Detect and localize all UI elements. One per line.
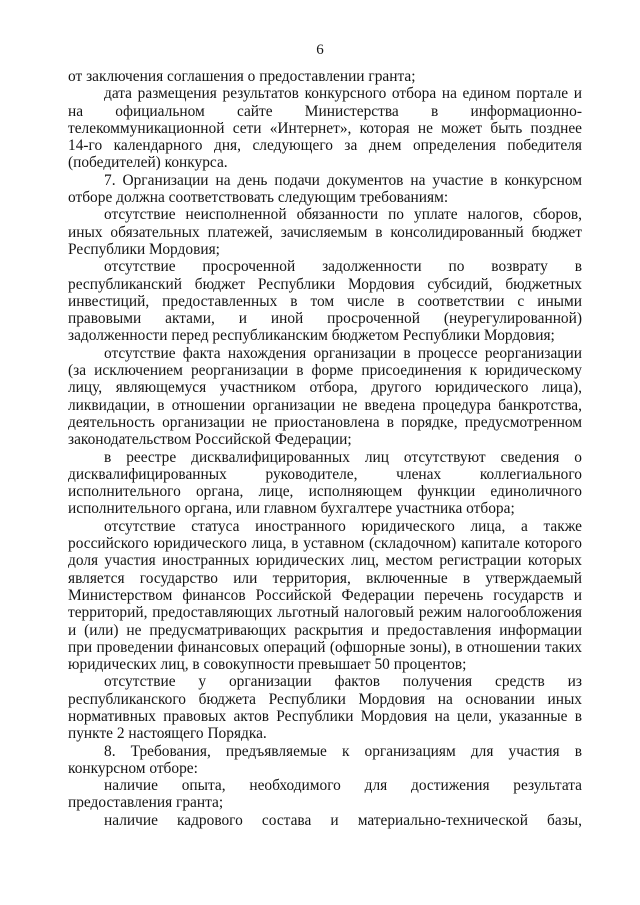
paragraph-experience (68, 777, 582, 812)
text-line: исполнительного органа, или главном бухгалтере участника отбора; (68, 500, 515, 518)
paragraph-disqualified-registry (68, 449, 582, 518)
paragraph-staff-and-base (68, 812, 582, 829)
text-line: республиканского бюджета Республики Мордовия на основании иных (68, 690, 582, 708)
text-line: отборе должна соответствовать следующим требованиям: (68, 189, 449, 207)
text-line: лицу, являющемуся участником отбора, другого юридического лица), (68, 379, 582, 397)
text-line: Республики Мордовия; (68, 240, 220, 258)
text-line: деятельность организации не приостановлена в порядке, предусмотренном (68, 413, 582, 431)
paragraph-no-reorganization (68, 345, 582, 449)
text-line: от заключения соглашения о предоставлении гранта; (68, 68, 416, 85)
text-line: российского юридического лица, в уставном (складочном) капитале которого (68, 535, 582, 553)
text-line: нормативных правовых актов Республики Мордовия на цели, указанные в (68, 707, 582, 725)
document-body (68, 68, 582, 829)
text-line: является государство или территория, включенные в утверждаемый (68, 569, 582, 587)
text-line: законодательством Российской Федерации; (68, 431, 352, 449)
text-line: отсутствие факта нахождения организации в процессе реорганизации (104, 344, 582, 362)
text-line: наличие опыта, необходимого для достижения результата (104, 777, 582, 795)
text-line: 14-го календарного дня, следующего за днем определения победителя (68, 137, 582, 155)
paragraph-grant-agreement (68, 68, 582, 85)
text-line: иных обязательных платежей, зачисляемым в консолидированный бюджет (68, 223, 582, 241)
paragraph-no-overdue-debt (68, 258, 582, 344)
text-line: территорий, предоставляющих льготный налоговый режим налогообложения (68, 604, 582, 622)
text-line: пункте 2 настоящего Порядка. (68, 725, 267, 743)
text-line: при проведении финансовых операций (офшорные зоны), в отношении таких (68, 638, 582, 656)
text-line: предоставления гранта; (68, 794, 224, 812)
text-line: инвестиций, предоставленных в том числе в соответствии с иными (68, 292, 582, 310)
text-line: 7. Организации на день подачи документов на участие в конкурсном (104, 171, 582, 189)
text-line: доля участия иностранных юридических лиц, местом регистрации которых (68, 552, 582, 570)
paragraph-item-8 (68, 743, 582, 778)
text-line: и (или) не предусматривающих раскрытия и предоставления информации (68, 621, 582, 639)
text-line: отсутствие просроченной задолженности по возврату в (104, 258, 582, 276)
text-line: правовыми актами, и иной просроченной (неурегулированной) (68, 310, 582, 328)
text-line: в реестре дисквалифицированных лиц отсутствуют сведения о (104, 448, 582, 466)
text-line: юридических лиц, в совокупности превышает 50 процентов; (68, 656, 467, 674)
paragraph-results-date (68, 85, 582, 171)
text-line: ликвидации, в отношении организации не введена процедура банкротства, (68, 396, 582, 414)
page-number: 6 (316, 42, 324, 58)
text-line: на официальном сайте Министерства в информационно- (68, 102, 582, 120)
text-line: (победителей) конкурса. (68, 154, 228, 172)
text-line: наличие кадрового состава и материально-технической базы, (104, 811, 582, 829)
text-line: республиканский бюджет Республики Мордовия субсидий, бюджетных (68, 275, 582, 293)
text-line: задолженности перед республиканским бюджетом Республики Мордовия; (68, 327, 555, 345)
text-line: дисквалифицированных руководителе, членах коллегиального (68, 465, 582, 483)
paragraph-no-tax-debt (68, 206, 582, 258)
paragraph-item-7 (68, 172, 582, 207)
text-line: отсутствие неисполненной обязанности по уплате налогов, сборов, (104, 206, 582, 224)
text-line: телекоммуникационной сети «Интернет», которая не может быть позднее (68, 119, 582, 137)
text-line: отсутствие статуса иностранного юридического лица, а также (104, 517, 582, 535)
text-line: дата размещения результатов конкурсного отбора на едином портале и (104, 85, 582, 103)
paragraph-no-other-funds (68, 673, 582, 742)
text-line: отсутствие у организации фактов получения средств из (104, 673, 582, 691)
text-line: 8. Требования, предъявляемые к организациям для участия в (104, 742, 582, 760)
paragraph-no-foreign-status (68, 518, 582, 674)
text-line: (за исключением реорганизации в форме присоединения к юридическому (68, 362, 582, 380)
text-line: конкурсном отборе: (68, 759, 198, 777)
text-line: Министерством финансов Российской Федерации перечень государств и (68, 586, 582, 604)
text-line: исполнительного органа, лице, исполняющем функции единоличного (68, 483, 582, 501)
